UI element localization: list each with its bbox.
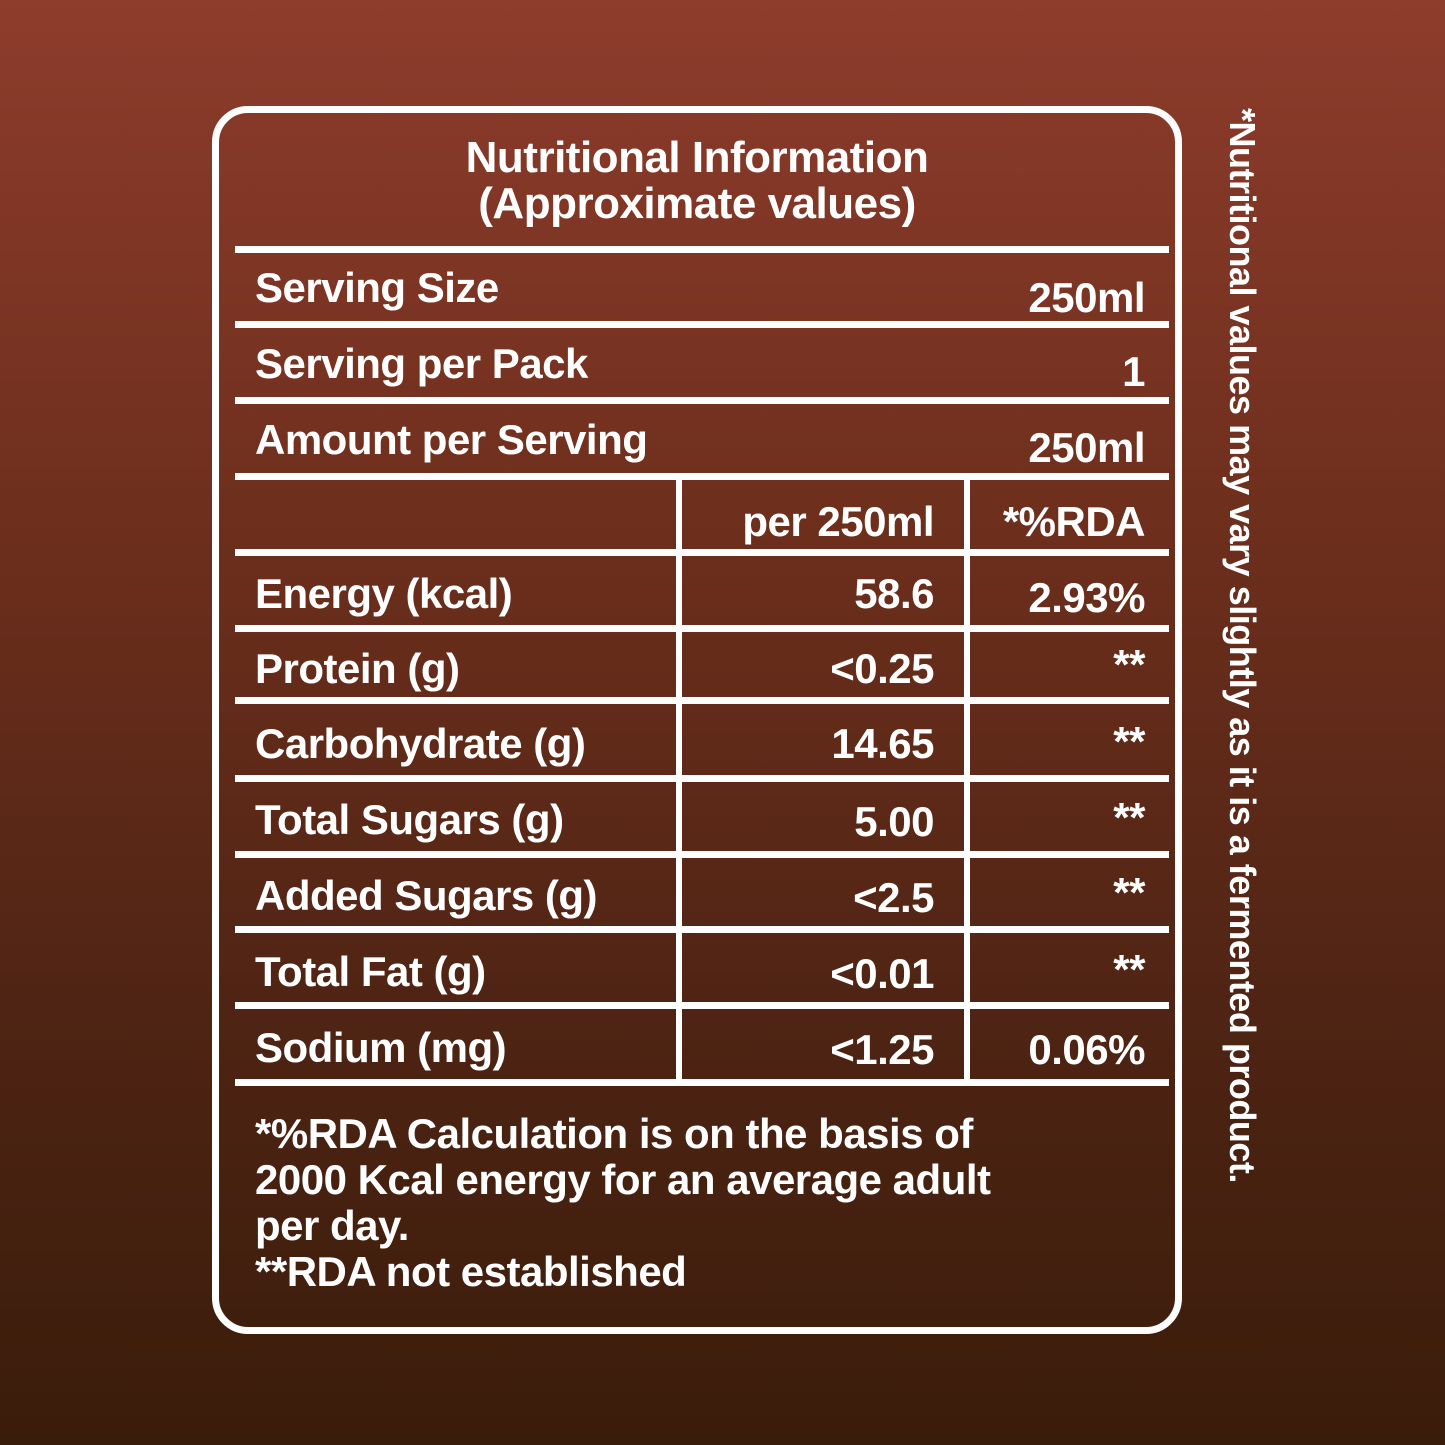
nutrient-per-value: <1.25 — [830, 1026, 934, 1073]
footnote-line: **RDA not established — [255, 1248, 687, 1295]
nutrient-rda-value: ** — [1113, 794, 1145, 841]
amount-per-serving-value: 250ml — [1028, 424, 1145, 471]
amount-per-serving-label: Amount per Serving — [255, 416, 648, 463]
nutrient-per-value: <2.5 — [853, 874, 934, 921]
nutrient-per-value: 5.00 — [854, 798, 934, 845]
footnote-line: *%RDA Calculation is on the basis of — [255, 1110, 973, 1157]
nutrient-rda-value: 0.06% — [1028, 1026, 1145, 1073]
divider — [235, 549, 1169, 556]
header-rda: *%RDA — [1002, 498, 1145, 545]
nutrient-per-value: <0.25 — [830, 645, 934, 692]
nutrient-rda-value: ** — [1113, 641, 1145, 688]
serving-size-label: Serving Size — [255, 264, 499, 311]
divider — [235, 473, 1169, 480]
footnote-line: per day. — [255, 1202, 409, 1249]
nutrient-rda-value: ** — [1113, 718, 1145, 765]
title-line-2: (Approximate values) — [478, 179, 916, 228]
nutrient-rda-value: ** — [1113, 869, 1145, 916]
title-line-1: Nutritional Information — [465, 133, 929, 182]
nutrient-name: Total Fat (g) — [255, 948, 486, 995]
divider — [235, 397, 1169, 404]
divider — [235, 775, 1169, 782]
nutrient-name: Sodium (mg) — [255, 1024, 507, 1071]
nutrient-name: Added Sugars (g) — [255, 872, 598, 919]
divider — [235, 1079, 1169, 1086]
header-per-serving: per 250ml — [742, 498, 934, 545]
nutrient-name: Total Sugars (g) — [255, 796, 564, 843]
rda-footnote — [255, 1111, 991, 1295]
nutrient-rda-value: ** — [1113, 946, 1145, 993]
fermented-disclaimer: *Nutritional values may vary slightly as it is a fermented product. — [1222, 108, 1263, 1183]
nutrient-rda-value: 2.93% — [1028, 574, 1145, 621]
footnote-line: 2000 Kcal energy for an average adult — [255, 1156, 991, 1203]
divider — [235, 697, 1169, 704]
divider — [235, 246, 1169, 253]
nutrient-per-value: <0.01 — [830, 950, 934, 997]
divider — [235, 1002, 1169, 1009]
nutrient-name: Protein (g) — [255, 645, 460, 692]
serving-per-pack-label: Serving per Pack — [255, 340, 588, 387]
column-divider — [964, 473, 970, 1086]
nutrient-per-value: 58.6 — [854, 570, 934, 617]
divider — [235, 851, 1169, 858]
nutrient-name: Energy (kcal) — [255, 570, 513, 617]
nutrition-panel — [212, 106, 1182, 1334]
panel-title — [219, 135, 1175, 227]
column-divider — [676, 473, 682, 1086]
divider — [235, 926, 1169, 933]
serving-size-value: 250ml — [1028, 274, 1145, 321]
nutrient-name: Carbohydrate (g) — [255, 720, 586, 767]
divider — [235, 625, 1169, 632]
nutrient-per-value: 14.65 — [831, 720, 934, 767]
serving-per-pack-value: 1 — [1122, 348, 1145, 395]
